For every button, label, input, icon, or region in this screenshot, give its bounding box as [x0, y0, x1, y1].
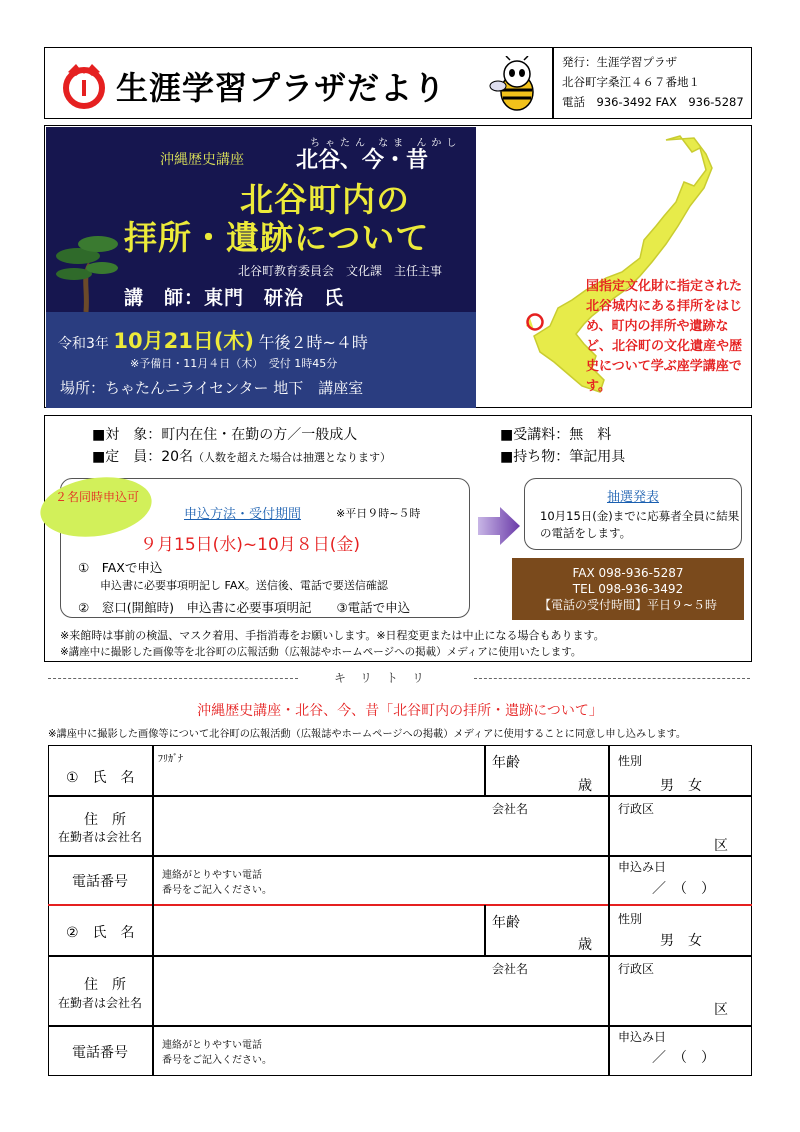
- fee: ■受講料：無 料: [500, 427, 612, 443]
- address2-input[interactable]: [158, 960, 602, 1020]
- form-row-line: [48, 795, 752, 797]
- age2-label: 年齢: [492, 915, 520, 931]
- age1-label: 年齢: [492, 755, 520, 771]
- header-divider: [552, 47, 554, 119]
- lecture-place: 場所：ちゃたんニライセンター 地下 講座室: [60, 379, 364, 397]
- capacity-text: ■定 員：20名: [92, 449, 194, 465]
- apply-method-fax: ① FAXで申込: [78, 560, 163, 575]
- apply-method-fax-detail: 申込書に必要事項明記し FAX。送信後、電話で要送信確認: [100, 579, 388, 592]
- date1-input[interactable]: ／ （ ）: [652, 881, 715, 897]
- age1-input[interactable]: [490, 770, 574, 792]
- pair-application-badge: ２名同時申込可: [54, 490, 139, 504]
- cut-line-right: [474, 678, 750, 679]
- lecture-title-line2: 拝所・遺跡について: [124, 218, 430, 257]
- form-row-line: [48, 955, 752, 957]
- ward2-label: 行政区: [618, 962, 655, 976]
- capacity-note: （人数を超えた場合は抽選となります）: [193, 451, 392, 464]
- lecture-date: [58, 325, 368, 355]
- arrow-right-icon: [478, 505, 520, 547]
- phone2-hint1: 連絡がとりやすい電話: [162, 1040, 262, 1051]
- address1-input[interactable]: [158, 800, 602, 850]
- date-time: 午後２時~４時: [258, 333, 368, 352]
- newsletter-title: 生涯学習プラザだより: [116, 69, 447, 107]
- apply-period: ９月15日(水)~10月８日(金): [140, 535, 361, 555]
- form-title: 沖縄歴史講座・北谷、今、昔「北谷町内の拝所・遺跡について」: [197, 703, 603, 719]
- lecture-subtitle: 北谷、今・昔: [296, 148, 429, 173]
- form-col-line: [608, 745, 610, 1076]
- age1-unit: 歳: [578, 778, 592, 794]
- phone1-hint1: 連絡がとりやすい電話: [162, 870, 262, 881]
- gender2-options[interactable]: 男 女: [660, 933, 702, 949]
- apply-method-other: ② 窓口(開館時) 申込書に必要事項明記 ③電話で申込: [78, 600, 411, 615]
- apply-title: 申込方法・受付期間: [184, 507, 302, 522]
- items-to-bring: ■持ち物：筆記用具: [500, 449, 626, 465]
- company1-label: 会社名: [492, 802, 529, 816]
- date-day: 10月21日(木): [113, 329, 255, 353]
- ward1-unit: 区: [714, 838, 728, 854]
- draw-title: 抽選発表: [606, 490, 659, 505]
- contact-fax: FAX 098-936-5287: [572, 566, 684, 580]
- phone-line: 電話 936-3492 FAX 936-5287: [562, 95, 744, 109]
- phone2-hint2: 番号をご記入ください。: [162, 1055, 272, 1066]
- publisher-info: [562, 52, 744, 112]
- lecture-title-line1: 北谷町内の: [240, 180, 410, 219]
- contact-hours: 【電話の受付時間】平日９~５時: [538, 598, 718, 612]
- phone2-label: 電話番号: [72, 1045, 128, 1061]
- name2-label: ② 氏 名: [66, 925, 135, 941]
- reserve-date: ※予備日・11月４日（木） 受付 1時45分: [130, 357, 338, 370]
- address2-label: 住 所: [84, 977, 126, 993]
- ward2-unit: 区: [714, 1002, 728, 1018]
- date1-label: 申込み日: [618, 860, 667, 874]
- name1-label: ① 氏 名: [66, 770, 135, 786]
- address-line: 北谷町字桑江４６７番地１: [562, 75, 700, 89]
- date-era: 令和3年: [58, 336, 109, 352]
- form-col-line: [484, 745, 486, 795]
- pine-tree-icon: [52, 228, 122, 312]
- subtitle-ruby: ちゃたん なま んかし: [310, 138, 462, 149]
- date2-input[interactable]: ／ （ ）: [652, 1050, 715, 1066]
- cut-label: キリトリ: [333, 671, 438, 685]
- address2-sublabel: 在勤者は会社名: [58, 996, 143, 1010]
- town-emblem-icon: [58, 58, 110, 110]
- mascot-bee-icon: [486, 56, 548, 116]
- target-audience: ■対 象：町内在住・在勤の方／一般成人: [92, 427, 358, 443]
- phone1-label: 電話番号: [72, 874, 128, 890]
- note-visit: ※来館時は事前の検温、マスク着用、手指消毒をお願いします。※日程変更または中止になる場合もあります。: [60, 629, 605, 642]
- gender1-options[interactable]: 男 女: [660, 778, 702, 794]
- lecturer-name: 講 師：東門 研治 氏: [124, 287, 345, 309]
- gender1-label: 性別: [618, 754, 643, 768]
- form-col-line: [484, 905, 486, 955]
- note-photo: ※講座中に撮影した画像等を北谷町の広報活動（広報誌やホームページへの掲載）メディアに使用いたします。: [60, 646, 582, 658]
- address1-label: 住 所: [84, 812, 126, 828]
- cut-line-left: [48, 678, 298, 679]
- capacity: [92, 446, 391, 466]
- phone1-hint2: 番号をご記入ください。: [162, 885, 272, 896]
- phone1-input[interactable]: [300, 860, 602, 900]
- form-row-line: [48, 1025, 752, 1027]
- form-consent: ※講座中に撮影した画像等について北谷町の広報活動（広報誌やホームページへの掲載）メディアに使用することに同意し申し込みします。: [48, 729, 687, 740]
- gender2-label: 性別: [618, 912, 643, 926]
- age2-input[interactable]: [490, 930, 574, 952]
- date2-label: 申込み日: [618, 1030, 667, 1044]
- company2-label: 会社名: [492, 962, 529, 976]
- form-col-line: [152, 745, 154, 1076]
- form-separator-red: [48, 904, 752, 906]
- name1-input[interactable]: [158, 762, 480, 792]
- contact-info: [512, 565, 744, 613]
- draw-text: 10月15日(金)までに応募者全員に結果の電話をします。: [540, 509, 740, 540]
- furigana-label: ﾌﾘｶﾞﾅ: [158, 754, 183, 765]
- lecture-description: 国指定文化財に指定された北谷城内にある拝所をはじめ、町内の拝所や遺跡など、北谷町の文化遺産や歴史について学ぶ座学講座です。: [586, 279, 743, 394]
- lecturer-affiliation: 北谷町教育委員会 文化課 主任主事: [238, 264, 443, 278]
- ward1-label: 行政区: [618, 802, 655, 816]
- name2-input[interactable]: [158, 910, 480, 950]
- form-row-line: [48, 855, 752, 857]
- publisher-line: 発行：生涯学習プラザ: [562, 55, 677, 69]
- apply-hours: ※平日９時~５時: [336, 507, 421, 520]
- phone2-input[interactable]: [300, 1030, 602, 1072]
- contact-tel: TEL 098-936-3492: [572, 582, 684, 596]
- address1-sublabel: 在勤者は会社名: [58, 830, 143, 844]
- age2-unit: 歳: [578, 937, 592, 953]
- series-name: 沖縄歴史講座: [160, 152, 244, 168]
